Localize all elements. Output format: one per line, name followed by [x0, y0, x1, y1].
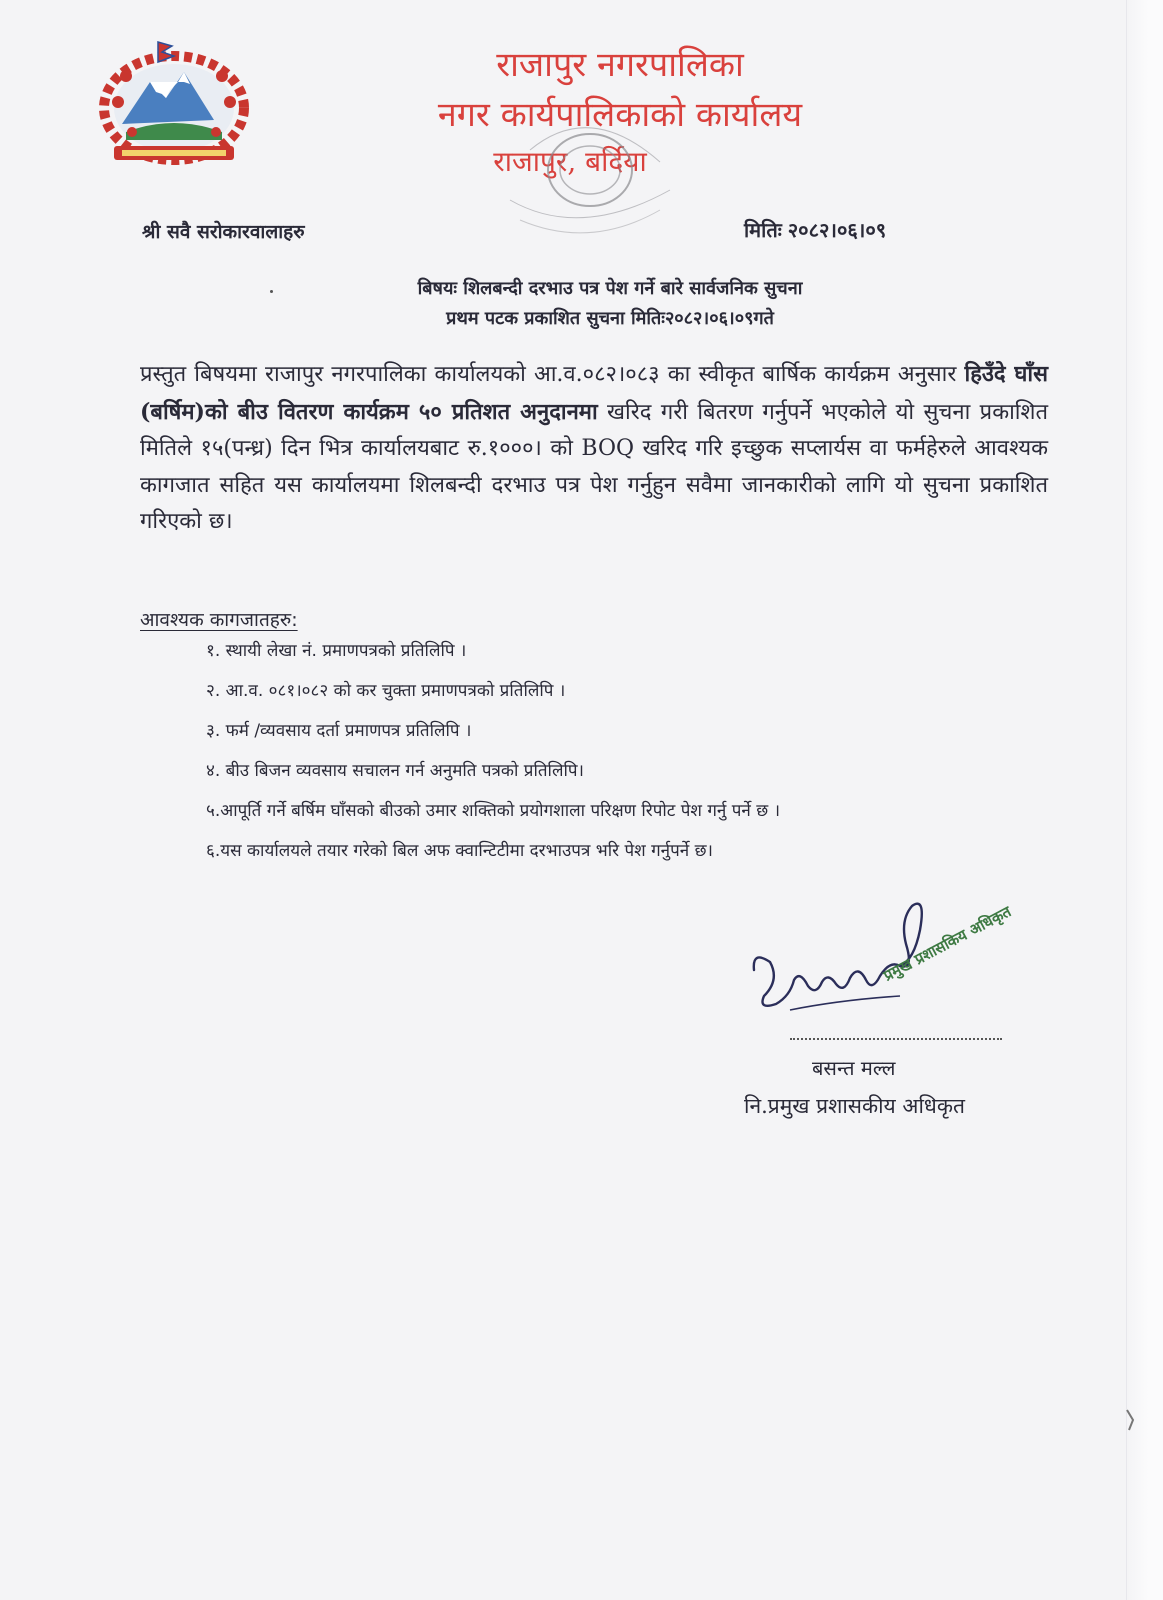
date-label: मितिः — [744, 218, 782, 242]
list-item: २. आ.व. ०८१।०८२ को कर चुक्ता प्रमाणपत्रको प्रतिलिपि । — [206, 681, 566, 701]
signature-line — [790, 1038, 1002, 1040]
list-item: ४. बीउ बिजन व्यवसाय सचालन गर्न अनुमति पत्रको प्रतिलिपि। — [206, 761, 584, 781]
notice-body — [140, 356, 1048, 541]
list-item: ५.आपूर्ति गर्ने बर्षिम घाँसको बीउको उमार शक्तिको प्रयोगशाला परिक्षण रिपोट पेश गर्नु पर्ने छ । — [206, 801, 781, 821]
requirements-list — [206, 638, 780, 878]
recipient: श्री सवै सरोकारवालाहरु — [142, 221, 305, 243]
date-value: २०८२।०६।०९ — [787, 218, 887, 242]
municipality-name: राजापुर नगरपालिका — [496, 45, 744, 85]
official-stamp: प्रमुख प्रशासकिय अधिकृत — [880, 902, 1015, 985]
office-seal-icon — [490, 110, 690, 250]
office-location: राजापुर, बर्दिया — [493, 145, 647, 178]
body-text-part1: प्रस्तुत बिषयमा राजापुर नगरपालिका कार्यालयको आ.व.०८२।०८३ का स्वीकृत बार्षिक कार्यक्रम अनुसार — [140, 362, 965, 387]
body-highlight: हिउँदे घाँस (बर्षिम)को बीउ वितरण कार्यक्रम ५० प्रतिशत अनुदानमा — [140, 361, 1048, 425]
publication-date-line: प्रथम पटक प्रकाशित सुचना मितिः२०८२।०६।०९गते — [446, 308, 774, 329]
speck — [270, 290, 273, 293]
nepal-emblem-icon — [92, 36, 256, 170]
signature-icon — [750, 900, 950, 1040]
body-text-part2: खरिद गरी बितरण गर्नुपर्ने भएकोले यो सुचना प्रकाशित मितिले १५(पन्ध्र) दिन भित्र कार्यालयबाट रु.१०००। को BOQ खरिद गरि इच्छुक सप्लार्यस वा फर्महेरुले आवश्यक कागजात सहित यस कार्यालयमा शिलबन्दी दरभाउ पत्र पेश गर्नुहुन सवैमा जानकारीको लागि यो सुचना प्रकाशित गरिएको छ। — [140, 399, 1048, 534]
list-item: १. स्थायी लेखा नं. प्रमाणपत्रको प्रतिलिपि । — [206, 641, 467, 661]
list-item: ३. फर्म /व्यवसाय दर्ता प्रमाणपत्र प्रतिलिपि । — [206, 721, 472, 741]
signatory-title: नि.प्रमुख प्रशासकीय अधिकृत — [744, 1094, 965, 1118]
office-name: नगर कार्यपालिकाको कार्यालय — [437, 95, 803, 135]
date-line — [744, 216, 886, 243]
requirements-heading: आवश्यक कागजातहरु: — [140, 609, 298, 631]
signatory-name: बसन्त मल्ल — [812, 1056, 896, 1080]
list-item: ६.यस कार्यालयले तयार गरेको बिल अफ क्वान्टिटीमा दरभाउपत्र भरि पेश गर्नुपर्ने छ। — [206, 841, 713, 861]
margin-mark-icon — [1123, 1408, 1139, 1432]
page-edge — [1126, 0, 1163, 1600]
subject-line: बिषयः शिलबन्दी दरभाउ पत्र पेश गर्ने बारे सार्वजनिक सुचना — [417, 278, 803, 299]
